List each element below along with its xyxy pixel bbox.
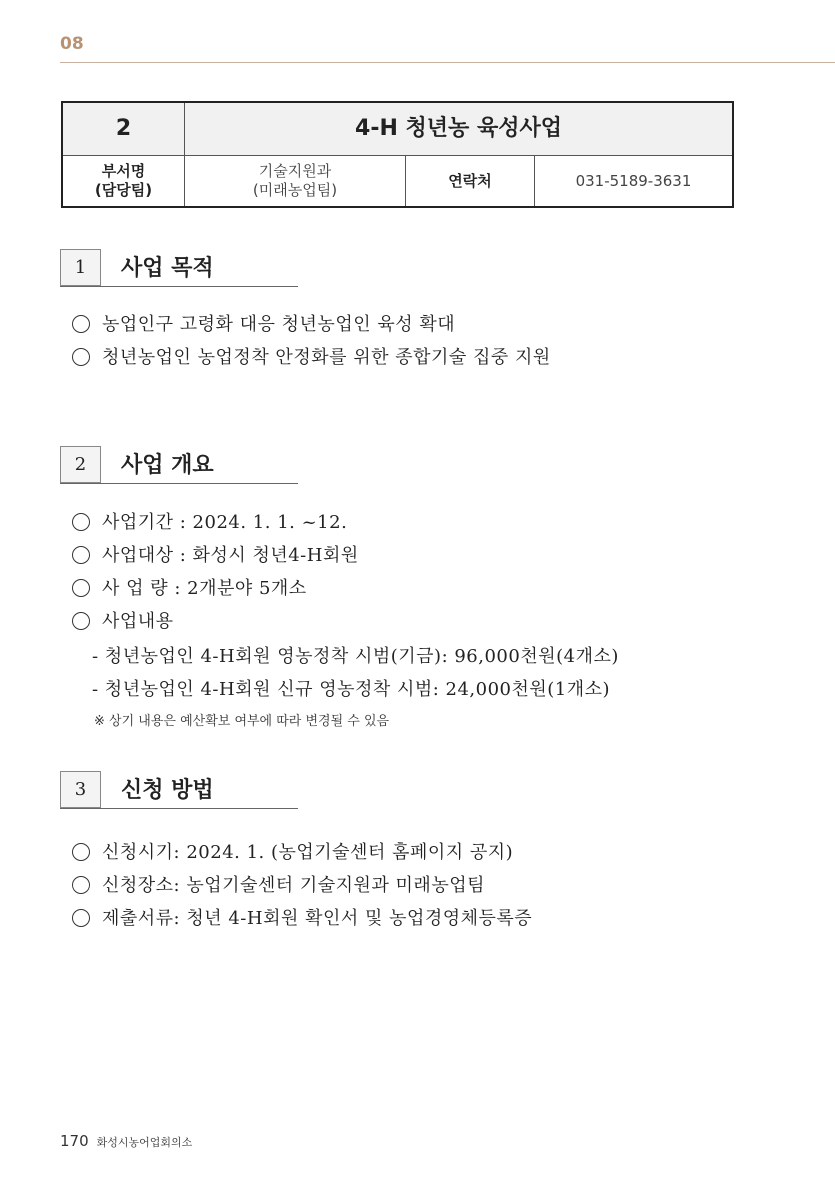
circle-bullet-icon bbox=[72, 909, 90, 927]
section-title: 사업 개요 bbox=[121, 453, 214, 478]
dept-value-line1: 기술지원과 bbox=[258, 162, 332, 181]
circle-bullet-icon bbox=[72, 513, 90, 531]
list-item bbox=[72, 838, 513, 864]
section-header-purpose bbox=[60, 249, 300, 287]
circle-bullet-icon bbox=[72, 876, 90, 894]
section-header-application bbox=[60, 771, 300, 809]
list-item-text: 농업인구 고령화 대응 청년농업인 육성 확대 bbox=[102, 314, 456, 335]
list-item bbox=[72, 904, 532, 930]
list-item bbox=[72, 541, 359, 567]
circle-bullet-icon bbox=[72, 315, 90, 333]
list-item bbox=[72, 508, 347, 534]
list-item bbox=[72, 871, 485, 897]
dept-value bbox=[185, 156, 406, 208]
dept-label bbox=[62, 156, 185, 208]
list-item bbox=[72, 574, 307, 600]
list-item bbox=[72, 607, 174, 633]
section-number-box: 2 bbox=[60, 446, 101, 483]
page-number: 170 bbox=[60, 1132, 89, 1150]
list-item bbox=[72, 310, 455, 336]
circle-bullet-icon bbox=[72, 348, 90, 366]
project-info-table bbox=[61, 101, 734, 208]
circle-bullet-icon bbox=[72, 546, 90, 564]
section-title: 신청 방법 bbox=[121, 778, 214, 803]
list-item bbox=[72, 343, 551, 369]
list-item-text: 사업대상 : 화성시 청년4-H회원 bbox=[102, 545, 359, 566]
project-number: 2 bbox=[62, 102, 185, 156]
chapter-number: 08 bbox=[60, 34, 84, 54]
list-item-text: 사업기간 : 2024. 1. 1. ~12. bbox=[102, 512, 348, 533]
circle-bullet-icon bbox=[72, 843, 90, 861]
contact-value: 031-5189-3631 bbox=[535, 156, 734, 208]
page-footer bbox=[60, 1132, 192, 1150]
section-number-box: 1 bbox=[60, 249, 101, 286]
circle-bullet-icon bbox=[72, 579, 90, 597]
section-title: 사업 목적 bbox=[121, 256, 214, 281]
project-title: 4-H 청년농 육성사업 bbox=[185, 102, 734, 156]
list-item-text: 사업내용 bbox=[102, 611, 174, 632]
contact-label: 연락처 bbox=[406, 156, 535, 208]
list-item-text: 제출서류: 청년 4-H회원 확인서 및 농업경영체등록증 bbox=[102, 908, 533, 929]
footer-org-name: 화성시농어업회의소 bbox=[96, 1136, 193, 1149]
dept-label-line1: 부서명 bbox=[101, 162, 146, 181]
section-underline bbox=[60, 483, 298, 484]
list-item-text: 신청장소: 농업기술센터 기술지원과 미래농업팀 bbox=[102, 875, 485, 896]
section-underline bbox=[60, 808, 298, 809]
list-item-text: 신청시기: 2024. 1. (농업기술센터 홈페이지 공지) bbox=[102, 842, 514, 863]
section-header-overview bbox=[60, 446, 300, 484]
dept-label-line2: (담당팀) bbox=[94, 181, 153, 199]
list-item-text: 사 업 량 : 2개분야 5개소 bbox=[102, 578, 307, 599]
section-underline bbox=[60, 286, 298, 287]
sub-list-item: - 청년농업인 4-H회원 신규 영농정착 시범: 24,000천원(1개소) bbox=[92, 679, 611, 700]
dept-value-line2: (미래농업팀) bbox=[252, 181, 338, 199]
section-number-box: 3 bbox=[60, 771, 101, 808]
list-item-text: 청년농업인 농업정착 안정화를 위한 종합기술 집중 지원 bbox=[102, 347, 551, 368]
sub-list-item: - 청년농업인 4-H회원 영농정착 시범(기금): 96,000천원(4개소) bbox=[92, 646, 619, 667]
circle-bullet-icon bbox=[72, 612, 90, 630]
header-divider bbox=[60, 62, 835, 63]
budget-note: ※ 상기 내용은 예산확보 여부에 따라 변경될 수 있음 bbox=[94, 714, 390, 729]
